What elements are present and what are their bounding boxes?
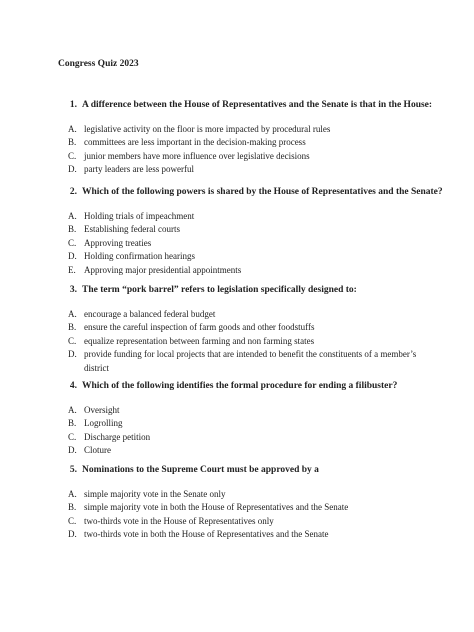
- option-text: ensure the careful inspection of farm goods and other foodstuffs: [84, 322, 315, 333]
- option-text: legislative activity on the floor is more impacted by procedural rules: [84, 124, 331, 134]
- option-letter: A.: [68, 211, 77, 221]
- option-letter: D.: [68, 445, 77, 456]
- answer-options: [58, 404, 442, 458]
- option-text: two-thirds vote in the House of Representatives only: [84, 515, 274, 526]
- option-text: Logrolling: [84, 418, 123, 429]
- option-text: Approving major presidential appointments: [84, 264, 242, 275]
- option-text: Discharge petition: [84, 431, 151, 442]
- option-text: simple majority vote in the Senate only: [84, 489, 226, 499]
- option-letter: D.: [68, 529, 77, 540]
- question-number: 1.: [69, 100, 77, 110]
- question-stem: [58, 99, 442, 111]
- answer-options: [58, 210, 442, 277]
- answer-option: [58, 431, 442, 444]
- question-text: Which of the following powers is shared by the House of Representatives and the Senate?: [82, 187, 443, 197]
- question-number: 3.: [69, 285, 77, 295]
- question-stem: [58, 464, 442, 476]
- answer-option: [58, 250, 442, 263]
- answer-option: [58, 163, 442, 176]
- option-text: Approving treaties: [84, 237, 152, 248]
- question-number: 5.: [69, 465, 77, 475]
- answer-option: [58, 136, 442, 149]
- answer-option: [58, 515, 442, 528]
- question-number: 2.: [69, 187, 77, 197]
- question-text: Which of the following identifies the formal procedure for ending a filibuster?: [82, 381, 398, 391]
- answer-option: [58, 308, 442, 321]
- question-4: [58, 380, 442, 458]
- answer-options: [58, 123, 442, 177]
- answer-option: [58, 528, 442, 541]
- answer-options: [58, 488, 442, 542]
- option-letter: A.: [68, 309, 77, 319]
- answer-option: [58, 488, 442, 501]
- answer-option: [58, 123, 442, 136]
- option-letter: B.: [68, 322, 77, 333]
- answer-option: [58, 348, 442, 375]
- option-text: simple majority vote in both the House of Representatives and the Senate: [84, 502, 349, 513]
- question-stem: [58, 380, 442, 392]
- question-stem: [58, 284, 442, 296]
- document-title: Congress Quiz 2023: [58, 59, 139, 69]
- answer-option: [58, 444, 442, 457]
- option-text: junior members have more influence over legislative decisions: [84, 150, 310, 161]
- option-text: provide funding for local projects that are intended to benefit the constituents of a member’s district: [84, 349, 417, 373]
- option-letter: D.: [68, 349, 77, 360]
- answer-option: [58, 210, 442, 223]
- answer-option: [58, 417, 442, 430]
- question-2: [58, 186, 442, 277]
- option-text: Holding confirmation hearings: [84, 251, 195, 262]
- answer-option: [58, 404, 442, 417]
- answer-options: [58, 308, 442, 375]
- answer-option: [58, 335, 442, 348]
- answer-option: [58, 150, 442, 163]
- option-letter: C.: [68, 431, 77, 442]
- question-text: The term “pork barrel” refers to legislation specifically designed to:: [82, 285, 357, 295]
- answer-option: [58, 237, 442, 250]
- question-text: Nominations to the Supreme Court must be approved by a: [82, 465, 319, 475]
- option-letter: C.: [68, 237, 77, 248]
- option-text: Cloture: [84, 445, 111, 456]
- option-text: encourage a balanced federal budget: [84, 309, 216, 319]
- option-letter: B.: [68, 137, 77, 148]
- answer-option: [58, 501, 442, 514]
- option-letter: B.: [68, 502, 77, 513]
- option-letter: D.: [68, 164, 77, 175]
- question-number: 4.: [69, 381, 77, 391]
- option-text: Holding trials of impeachment: [84, 211, 195, 221]
- option-letter: B.: [68, 224, 77, 235]
- option-letter: C.: [68, 515, 77, 526]
- question-text: A difference between the House of Representatives and the Senate is that in the House:: [82, 100, 433, 110]
- answer-option: [58, 264, 442, 277]
- option-text: two-thirds vote in both the House of Representatives and the Senate: [84, 529, 329, 540]
- answer-option: [58, 321, 442, 334]
- option-letter: C.: [68, 335, 77, 346]
- option-letter: A.: [68, 489, 77, 499]
- answer-option: [58, 223, 442, 236]
- option-letter: C.: [68, 150, 77, 161]
- question-1: [58, 99, 442, 177]
- option-text: Establishing federal courts: [84, 224, 180, 235]
- option-letter: D.: [68, 251, 77, 262]
- option-text: Oversight: [84, 405, 120, 415]
- option-text: equalize representation between farming and non farming states: [84, 335, 315, 346]
- question-3: [58, 284, 442, 375]
- option-letter: A.: [68, 405, 77, 415]
- question-5: [58, 464, 442, 542]
- option-letter: A.: [68, 124, 77, 134]
- option-letter: E.: [68, 264, 76, 275]
- option-letter: B.: [68, 418, 77, 429]
- question-stem: [58, 186, 442, 198]
- option-text: committees are less important in the decision-making process: [84, 137, 306, 148]
- option-text: party leaders are less powerful: [84, 164, 194, 175]
